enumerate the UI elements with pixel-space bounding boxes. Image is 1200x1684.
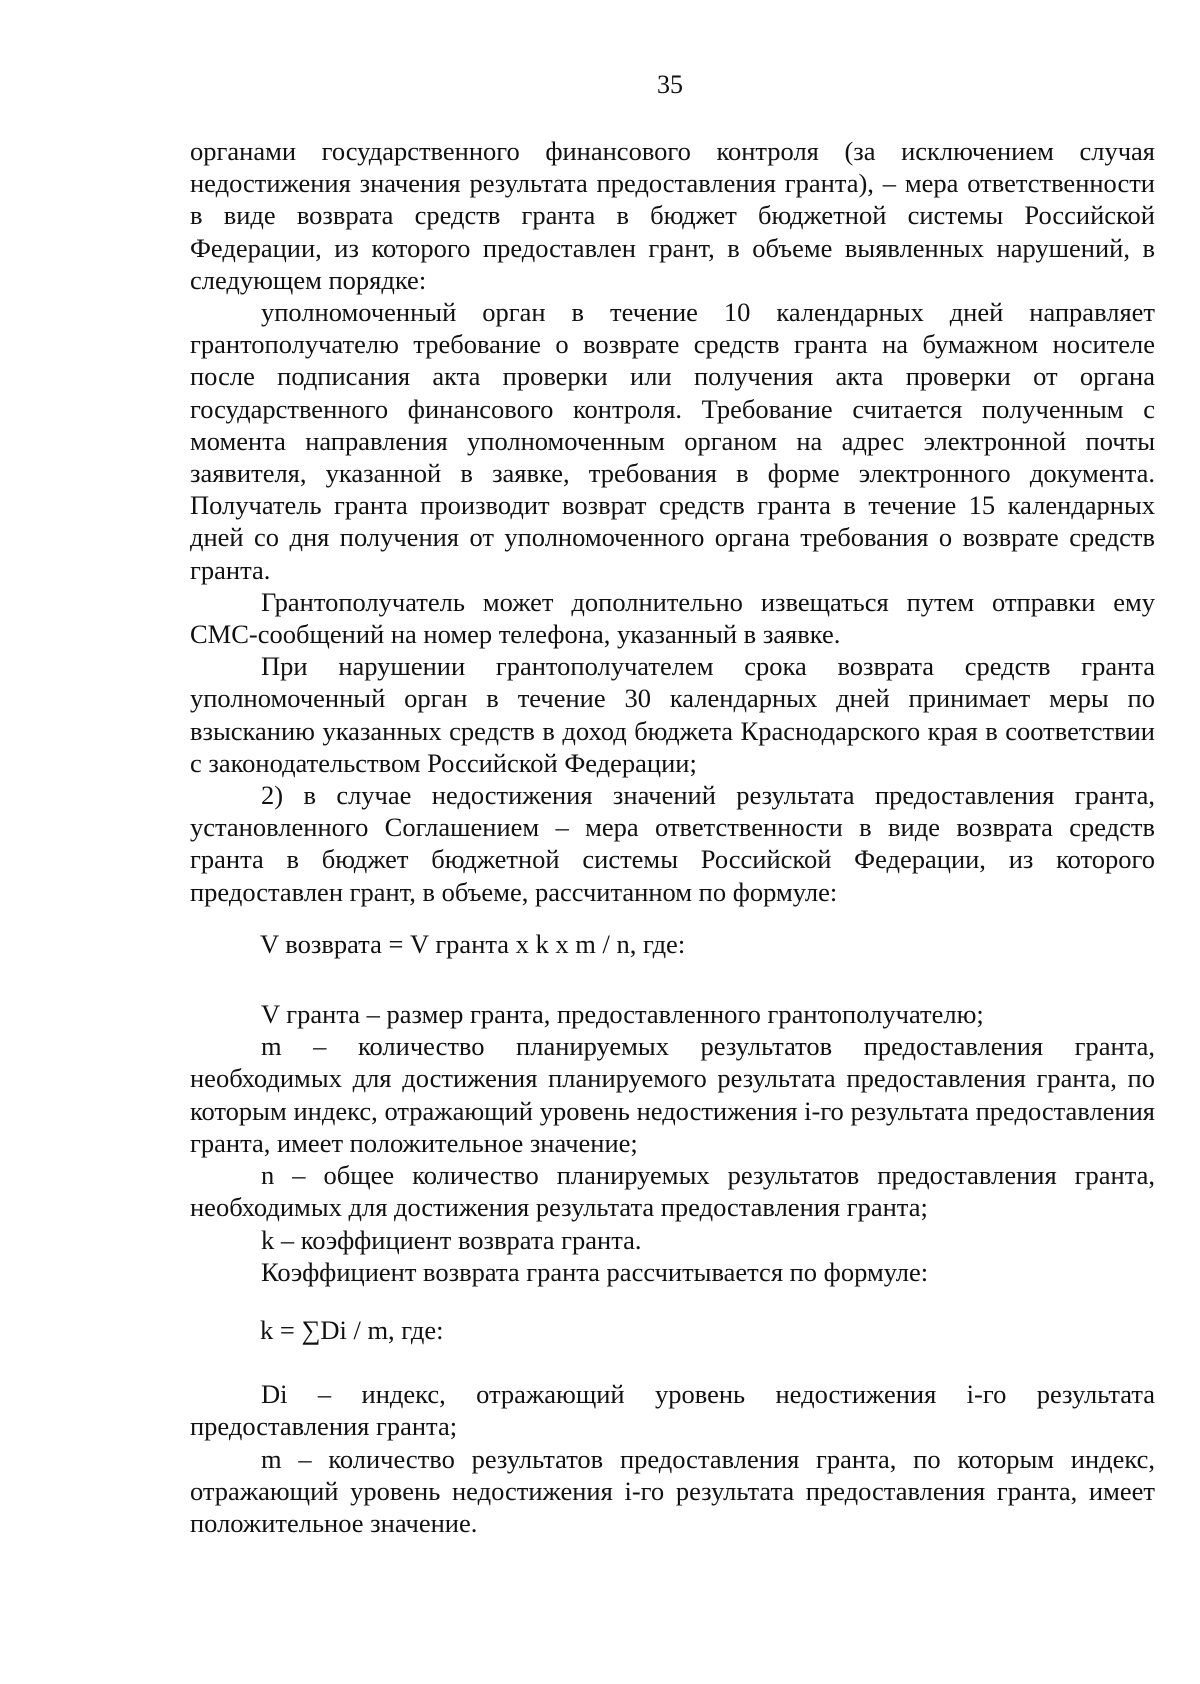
paragraph-9: k – коэффициент возврата гранта. [261, 1224, 642, 1255]
paragraph-3: Грантополучатель может дополнительно извещаться путем отправки ему СМС-сообщений на номер телефона, указанный в заявке. [190, 586, 1155, 650]
paragraph-11: Di – индекс, отражающий уровень недостижения i-го результата предоставления гранта; [190, 1379, 1155, 1442]
paragraph-4: При нарушении грантополучателем срока возврата средств гранта уполномоченный орган в течение 30 календарных дней принимает меры по взысканию указанных средств в доход бюджета Краснодарского края в соответствии с законодательством Российской Федерации; [190, 651, 1155, 778]
formula-return-amount: V возврата = V гранта x k x m / n, где: [260, 928, 686, 959]
paragraph-8: n – общее количество планируемых результатов предоставления гранта, необходимых для достижения результата предоставления гранта; [190, 1160, 1155, 1223]
paragraph-7: m – количество планируемых результатов предоставления гранта, необходимых для достижения планируемого результата предоставления гранта, по которым индекс, отражающий уровень недостижения i-го результата предоставления гранта, имеет положительное значение; [190, 1031, 1155, 1158]
paragraph-5: 2) в случае недостижения значений результата предоставления гранта, установленного Соглашением – мера ответственности в виде возврата средств гранта в бюджет бюджетной системы Российской Федерации, из которого предоставлен грант, в объеме, рассчитанном по формуле: [190, 780, 1155, 907]
paragraph-1: органами государственного финансового контроля (за исключением случая недостижения значения результата предоставления гранта), – мера ответственности в виде возврата средств гранта в бюджет бюджетной системы Российской Федерации, из которого предоставлен грант, в объеме выявленных нарушений, в следующем порядке: [190, 136, 1155, 295]
paragraph-10: Коэффициент возврата гранта рассчитывается по формуле: [261, 1256, 929, 1287]
paragraph-12: m – количество результатов предоставления гранта, по которым индекс, отражающий уровень недостижения i-го результата предоставления гранта, имеет положительное значение. [190, 1443, 1155, 1538]
formula-coefficient: k = ∑Di / m, где: [260, 1314, 444, 1345]
page-number: 35 [657, 70, 683, 99]
document-body [190, 135, 1155, 1539]
paragraph-2: уполномоченный орган в течение 10 календарных дней направляет грантополучателю требование о возврате средств гранта на бумажном носителе после подписания акта проверки или получения акта проверки от органа государственного финансового контроля. Требование считается полученным с момента направления уполномоченным органом на адрес электронной почты заявителя, указанной в заявке, требования в форме электронного документа. Получатель гранта производит возврат средств гранта в течение 15 календарных дней со дня получения от уполномоченного органа требования о возврате средств гранта. [190, 297, 1155, 585]
paragraph-6: V гранта – размер гранта, предоставленного грантополучателю; [261, 999, 984, 1030]
